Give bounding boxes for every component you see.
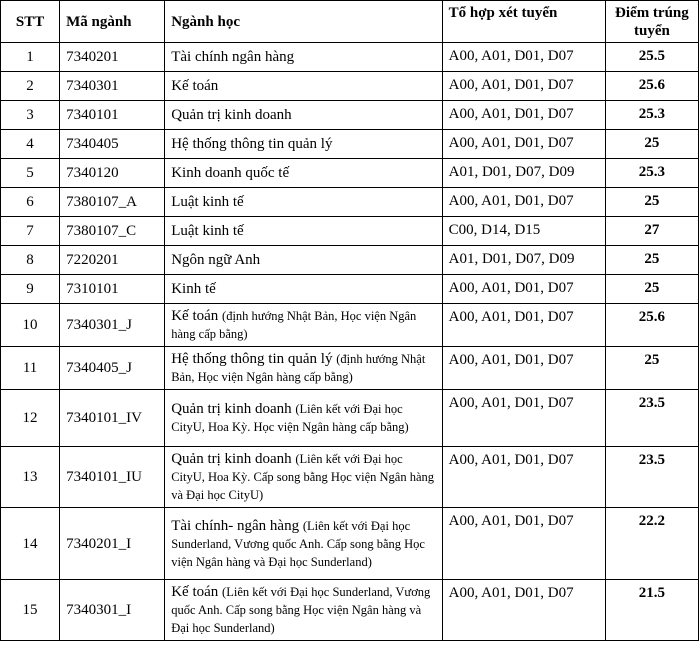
- program-name: Kế toán: [171, 584, 219, 600]
- cell-combo: A00, A01, D01, D07: [442, 580, 605, 641]
- program-name: Tài chính ngân hàng: [171, 49, 295, 65]
- table-row: [1, 390, 699, 447]
- cell-stt: 12: [1, 390, 60, 447]
- cell-combo: A01, D01, D07, D09: [442, 159, 605, 188]
- cell-combo: A00, A01, D01, D07: [442, 188, 605, 217]
- program-note: (Liên kết với Đại học CityU, Hoa Kỳ. Cấp song bằng Học viện Ngân hàng và Đại học CityU): [171, 452, 435, 502]
- cell-stt: 14: [1, 508, 60, 580]
- cell-code: 7340301_I: [60, 580, 165, 641]
- table-row: [1, 275, 699, 304]
- cell-code: 7340301_J: [60, 304, 165, 347]
- cell-score: 25: [605, 130, 698, 159]
- cell-stt: 9: [1, 275, 60, 304]
- cell-combo: A00, A01, D01, D07: [442, 447, 605, 508]
- cell-program: [165, 304, 442, 347]
- cell-code: 7340101: [60, 101, 165, 130]
- cell-code: 7340301: [60, 72, 165, 101]
- cell-code: 7380107_A: [60, 188, 165, 217]
- program-name: Quản trị kinh doanh: [171, 401, 292, 417]
- header-name: Ngành học: [165, 1, 442, 43]
- header-combo: Tổ hợp xét tuyển: [442, 1, 605, 43]
- cell-combo: A00, A01, D01, D07: [442, 130, 605, 159]
- cell-score: 23.5: [605, 447, 698, 508]
- cell-program: [165, 188, 442, 217]
- cell-score: 23.5: [605, 390, 698, 447]
- program-name: Hệ thống thông tin quản lý: [171, 136, 333, 152]
- cell-stt: 5: [1, 159, 60, 188]
- cell-combo: A00, A01, D01, D07: [442, 43, 605, 72]
- cell-code: 7220201: [60, 246, 165, 275]
- table-row: [1, 188, 699, 217]
- cell-stt: 11: [1, 347, 60, 390]
- header-stt: STT: [1, 1, 60, 43]
- cell-combo: A00, A01, D01, D07: [442, 347, 605, 390]
- program-name: Hệ thống thông tin quản lý: [171, 351, 333, 367]
- cell-score: 21.5: [605, 580, 698, 641]
- table-row: [1, 43, 699, 72]
- cell-stt: 6: [1, 188, 60, 217]
- cell-combo: A01, D01, D07, D09: [442, 246, 605, 275]
- cell-program: [165, 447, 442, 508]
- table-row: [1, 508, 699, 580]
- cell-program: [165, 217, 442, 246]
- cell-program: [165, 43, 442, 72]
- cell-combo: A00, A01, D01, D07: [442, 508, 605, 580]
- cell-code: 7380107_C: [60, 217, 165, 246]
- cell-stt: 15: [1, 580, 60, 641]
- program-note: (Liên kết với Đại học CityU, Hoa Kỳ. Học viện Ngân hàng cấp bằng): [171, 402, 409, 434]
- cell-combo: A00, A01, D01, D07: [442, 72, 605, 101]
- cell-score: 25: [605, 275, 698, 304]
- cell-score: 25: [605, 246, 698, 275]
- cell-program: [165, 159, 442, 188]
- table-row: [1, 217, 699, 246]
- program-note: (Liên kết với Đại học Sunderland, Vương quốc Anh. Cấp song bằng Học viện Ngân hàng và Đại học Sunderland): [171, 585, 431, 635]
- program-name: Kinh tế: [171, 281, 216, 297]
- cell-program: [165, 130, 442, 159]
- program-note: (định hướng Nhật Bản, Học viện Ngân hàng cấp bằng): [171, 352, 426, 384]
- cell-program: [165, 508, 442, 580]
- cell-stt: 8: [1, 246, 60, 275]
- cell-combo: A00, A01, D01, D07: [442, 275, 605, 304]
- cell-code: 7340101_IV: [60, 390, 165, 447]
- cell-score: 25.5: [605, 43, 698, 72]
- cell-stt: 13: [1, 447, 60, 508]
- cell-score: 25.3: [605, 101, 698, 130]
- program-name: Luật kinh tế: [171, 223, 244, 239]
- cell-program: [165, 246, 442, 275]
- cell-program: [165, 72, 442, 101]
- table-row: [1, 347, 699, 390]
- cell-program: [165, 390, 442, 447]
- cell-code: 7340201_I: [60, 508, 165, 580]
- cell-stt: 4: [1, 130, 60, 159]
- table-row: [1, 246, 699, 275]
- cell-score: 27: [605, 217, 698, 246]
- cell-combo: A00, A01, D01, D07: [442, 390, 605, 447]
- cell-score: 25: [605, 347, 698, 390]
- cell-code: 7340405_J: [60, 347, 165, 390]
- table-row: [1, 159, 699, 188]
- cell-stt: 10: [1, 304, 60, 347]
- table-row: [1, 580, 699, 641]
- program-name: Kinh doanh quốc tế: [171, 165, 290, 181]
- program-name: Ngôn ngữ Anh: [171, 252, 261, 268]
- cell-combo: A00, A01, D01, D07: [442, 101, 605, 130]
- program-name: Quản trị kinh doanh: [171, 107, 292, 123]
- cell-stt: 3: [1, 101, 60, 130]
- cell-score: 25: [605, 188, 698, 217]
- program-name: Tài chính- ngân hàng: [171, 517, 300, 534]
- table-row: [1, 130, 699, 159]
- cell-code: 7310101: [60, 275, 165, 304]
- cell-program: [165, 101, 442, 130]
- cell-code: 7340405: [60, 130, 165, 159]
- program-note: (định hướng Nhật Bản, Học viện Ngân hàng cấp bằng): [171, 309, 417, 341]
- cell-stt: 2: [1, 72, 60, 101]
- cell-score: 22.2: [605, 508, 698, 580]
- cell-combo: A00, A01, D01, D07: [442, 304, 605, 347]
- cell-stt: 7: [1, 217, 60, 246]
- program-name: Quản trị kinh doanh: [171, 451, 292, 467]
- cell-code: 7340120: [60, 159, 165, 188]
- cell-program: [165, 580, 442, 641]
- cell-code: 7340101_IU: [60, 447, 165, 508]
- header-row: [1, 1, 699, 43]
- cell-score: 25.3: [605, 159, 698, 188]
- program-name: Kế toán: [171, 78, 219, 94]
- cell-score: 25.6: [605, 72, 698, 101]
- header-code: Mã ngành: [60, 1, 165, 43]
- program-name: Luật kinh tế: [171, 194, 244, 210]
- table-row: [1, 447, 699, 508]
- program-name: Kế toán: [171, 308, 219, 324]
- table-row: [1, 101, 699, 130]
- cell-score: 25.6: [605, 304, 698, 347]
- program-note: (Liên kết với Đại học Sunderland, Vương quốc Anh. Cấp song bằng Học viện Ngân hàng và Đại học Sunderland): [171, 518, 425, 569]
- cell-combo: C00, D14, D15: [442, 217, 605, 246]
- cell-stt: 1: [1, 43, 60, 72]
- cell-program: [165, 275, 442, 304]
- table-row: [1, 72, 699, 101]
- header-score: Điểm trúng tuyển: [605, 1, 698, 43]
- table-row: [1, 304, 699, 347]
- cell-program: [165, 347, 442, 390]
- table-body: [1, 43, 699, 641]
- cell-code: 7340201: [60, 43, 165, 72]
